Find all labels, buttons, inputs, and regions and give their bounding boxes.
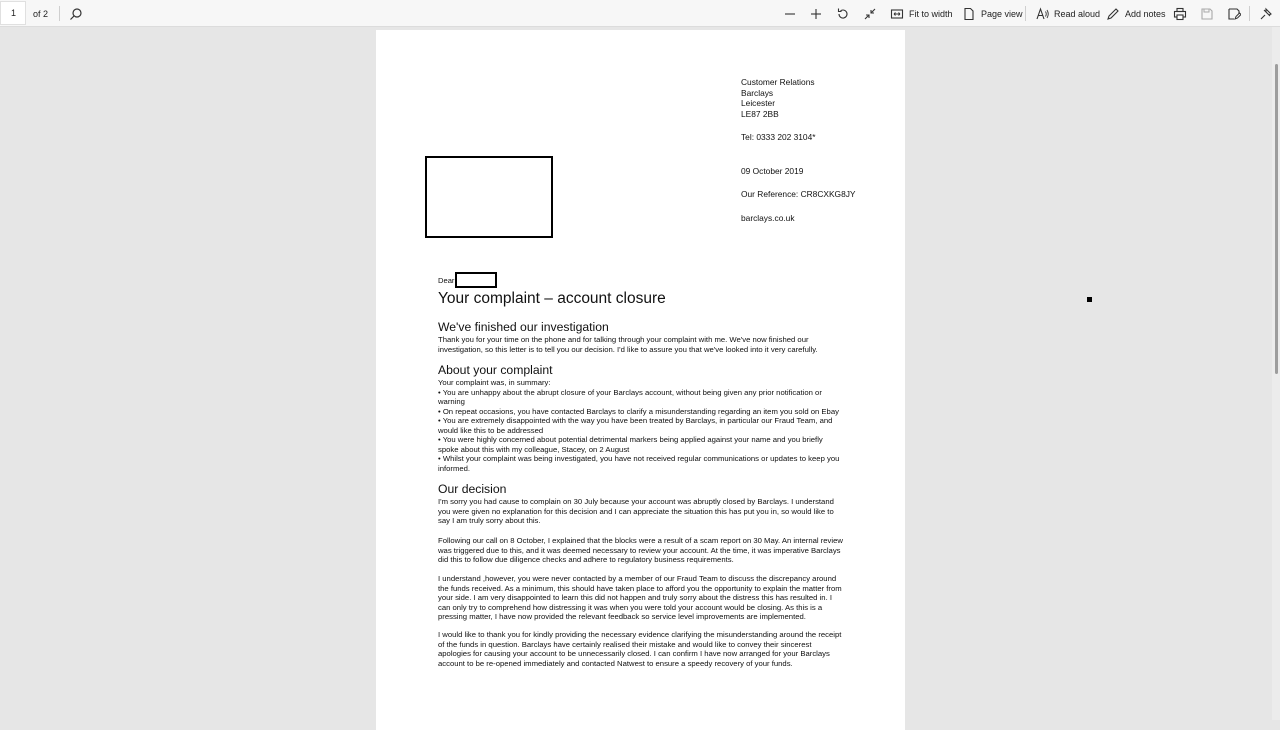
salutation-text: Dear <box>438 275 455 285</box>
page-total <box>33 0 48 27</box>
read-aloud-label: Read aloud <box>1054 8 1101 19</box>
page-view-button[interactable] <box>962 0 1023 27</box>
list-item: • You were highly concerned about potential detrimental markers being applied against your name and you briefly spoke about this with my colleague, Stacey, on 2 August <box>438 435 823 454</box>
address-line: LE87 2BB <box>741 108 779 119</box>
save-button[interactable] <box>1200 0 1219 27</box>
address-line: Leicester <box>741 98 775 109</box>
decision-paragraph <box>438 574 843 622</box>
fit-to-width-button[interactable] <box>890 0 953 27</box>
mouse-cursor <box>1087 297 1092 302</box>
salutation <box>438 272 497 288</box>
paragraph: I'm sorry you had cause to complain on 30 July because your account was abruptly closed by Barclays. I understand you were given no explanation for this decision and I can appreciate the situation this has put you in, so would like to say I am truly sorry about this. <box>438 497 834 525</box>
website: barclays.co.uk <box>741 213 795 223</box>
list-intro: Your complaint was, in summary: <box>438 378 551 387</box>
address-line: Customer Relations <box>741 77 815 87</box>
zoom-out-button[interactable] <box>783 0 802 27</box>
settings-pin-icon <box>1259 7 1273 21</box>
reference-number: Our Reference: CR8CXKG8JY <box>741 189 856 199</box>
save-icon <box>1200 7 1214 21</box>
about-heading: About your complaint <box>438 363 553 377</box>
rotate-button[interactable] <box>836 0 855 27</box>
decision-paragraph <box>438 630 843 668</box>
fit-to-width-label: Fit to width <box>909 8 953 19</box>
save-as-icon <box>1227 7 1241 21</box>
letter-date: 09 October 2019 <box>741 166 804 176</box>
search-icon <box>69 7 83 21</box>
investigation-heading: We've finished our investigation <box>438 320 609 334</box>
redacted-address-box <box>425 156 553 238</box>
add-notes-button[interactable] <box>1106 0 1166 27</box>
paragraph: I understand ,however, you were never contacted by a member of our Fraud Team to discuss the discrepancy around the funds received. As a minimum, this should have taken place to afford you the opportunity to explain the matter from your side. I am very disappointed to learn this did not happen and truly sorry about the distress this has resulted in. I can only try to comprehend how distressing it was when you were told your account would be closing. As this is a pressing matter, I have now provided the relevant feedback so service level improvements are implemented. <box>438 574 842 621</box>
telephone: Tel: 0333 202 3104* <box>741 132 816 142</box>
minus-icon <box>783 7 797 21</box>
page-total-label: of 2 <box>33 8 49 19</box>
zoom-in-button[interactable] <box>809 0 828 27</box>
read-aloud-button[interactable] <box>1035 0 1100 27</box>
collapse-icon <box>863 7 877 21</box>
page-view-label: Page view <box>981 8 1023 19</box>
page-view-icon <box>962 7 976 21</box>
decision-heading: Our decision <box>438 482 507 496</box>
add-notes-label: Add notes <box>1125 8 1166 19</box>
pdf-toolbar <box>0 0 1280 27</box>
exit-fullscreen-button[interactable] <box>863 0 882 27</box>
vertical-scrollbar[interactable] <box>1272 27 1280 720</box>
investigation-text <box>438 335 843 354</box>
pen-icon <box>1106 7 1120 21</box>
decision-paragraph <box>438 536 843 565</box>
settings-button[interactable] <box>1259 0 1278 27</box>
list-item: • You are unhappy about the abrupt closure of your Barclays account, without being given any prior notification or warning <box>438 387 822 406</box>
bank-address <box>741 77 815 119</box>
paragraph: Following our call on 8 October, I explained that the blocks were a result of a scam report on 30 May. An internal review was triggered due to this, and it was deemed necessary to review your account. At the time, it was imperative Barclays did this to follow due diligence checks and adhere to regulatory business requirements. <box>438 536 843 564</box>
toolbar-divider <box>59 6 60 21</box>
page-number-input[interactable]: 1 <box>0 1 26 25</box>
rotate-icon <box>836 7 850 21</box>
plus-icon <box>809 7 823 21</box>
search-button[interactable] <box>69 0 88 27</box>
save-as-button[interactable] <box>1227 0 1246 27</box>
list-item: • You are extremely disappointed with the way you have been treated by Barclays, in particular our Fraud Team, and would like this to be addressed <box>438 416 833 435</box>
read-aloud-icon <box>1035 7 1049 21</box>
fit-width-icon <box>890 7 904 21</box>
list-item: • Whilst your complaint was being investigated, you have not received regular communications or updates to keep you informed. <box>438 454 840 473</box>
redacted-name-box <box>455 272 497 288</box>
scrollbar-thumb[interactable] <box>1275 64 1278 374</box>
address-line: Barclays <box>741 87 774 98</box>
toolbar-divider <box>1025 6 1026 21</box>
toolbar-divider <box>1249 6 1250 21</box>
about-list <box>438 378 843 473</box>
document-page <box>376 30 905 730</box>
letter-title: Your complaint – account closure <box>438 290 666 307</box>
print-button[interactable] <box>1173 0 1192 27</box>
list-item: • On repeat occasions, you have contacted Barclays to clarify a misunderstanding regarding an item you sold on Ebay <box>438 406 839 416</box>
paragraph: Thank you for your time on the phone and for talking through your complaint with me. We've now finished our investigation, so this letter is to tell you our decision. I'd like to assure you that we've looked into it very carefully. <box>438 335 818 354</box>
paragraph: I would like to thank you for kindly providing the necessary evidence clarifying the misunderstanding around the receipt of the funds in question. Barclays have certainly realised their mistake and would like to convey their sincerest apologies for causing your account to be unnecessarily closed. I can confirm I have now arranged for your Barclays account to be re-opened immediately and contacted Natwest to ensure a speedy recovery of your funds. <box>438 630 842 668</box>
print-icon <box>1173 7 1187 21</box>
decision-paragraph <box>438 497 843 526</box>
